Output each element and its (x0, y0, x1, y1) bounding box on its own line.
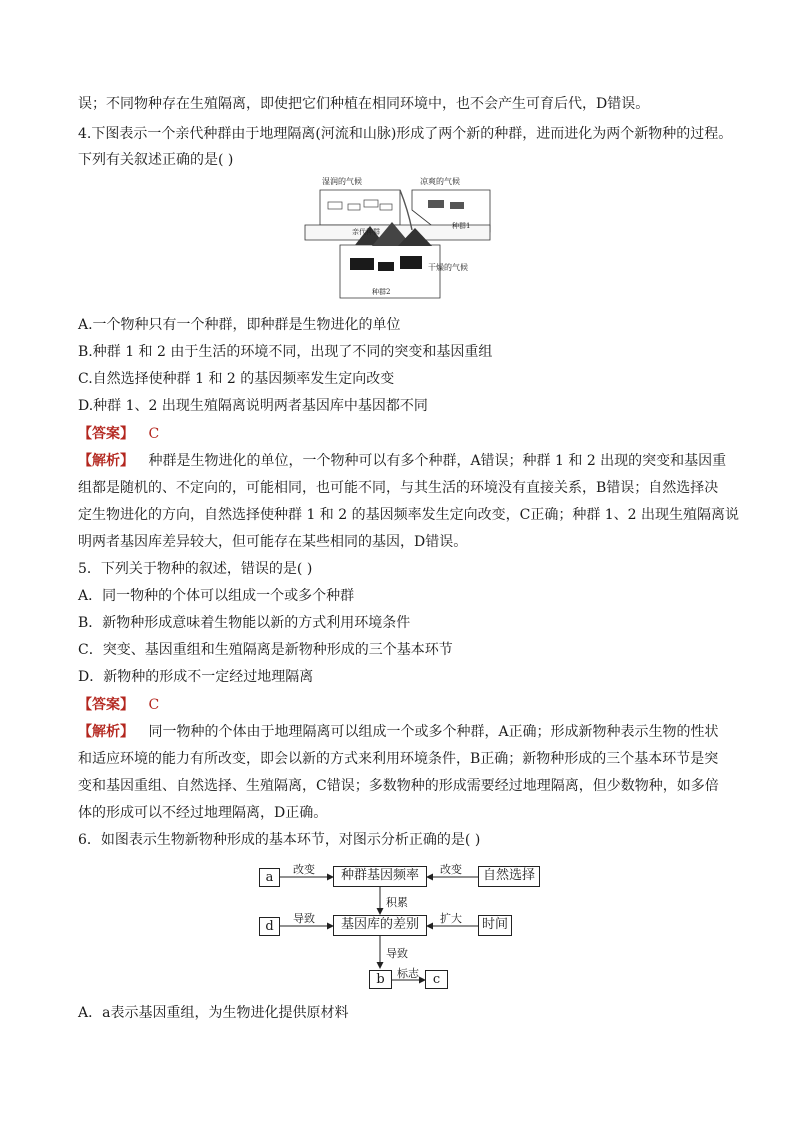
edge-label-cause: 导致 (293, 912, 315, 925)
option-d: D.种群 1、2 出现生殖隔离说明两者基因库中基因都不同 (78, 398, 428, 414)
explanation-tag: 【解析】 (78, 724, 134, 740)
explanation-cont: 变和基因重组、自然选择、生殖隔离，C错误；多数物种的形成需要经过地理隔离，但少数物种，如多倍 (78, 778, 719, 794)
question-4-stem-cont: 下列有关叙述正确的是( ) (78, 152, 234, 168)
explanation-text: 同一物种的个体由于地理隔离可以组成一个或多个种群，A正确；形成新物种表示生物的性状 (148, 724, 719, 740)
edge-label-change: 改变 (293, 863, 315, 876)
explanation-text: 种群是生物进化的单位，一个物种可以有多个种群，A错误；种群 1 和 2 出现的突变和基因重 (148, 453, 727, 469)
node-gene-frequency: 种群基因频率 (333, 866, 427, 887)
node-b: b (369, 970, 392, 989)
answer-tag: 【答案】 (78, 426, 134, 442)
edge-label-cause: 导致 (386, 947, 408, 960)
option-a: A．a表示基因重组，为生物进化提供原材料 (78, 1005, 349, 1021)
label-dry: 干燥的气候 (428, 263, 468, 272)
label-parent: 亲代种群 (352, 228, 380, 236)
explanation-cont: 组都是随机的、不定向的，可能相同，也可能不同，与其生活的环境没有直接关系，B错误；自然选择决 (78, 480, 719, 496)
explanation-cont: 定生物进化的方向，自然选择使种群 1 和 2 的基因频率发生定向改变，C正确；种群 1、2 出现生殖隔离说 (78, 507, 740, 523)
text-line: 误；不同物种存在生殖隔离，即使把它们种植在相同环境中，也不会产生可育后代，D错误。 (78, 96, 650, 112)
node-c: c (425, 970, 448, 989)
label-humid: 湿润的气候 (322, 177, 362, 186)
option-a: A．同一物种的个体可以组成一个或多个种群 (78, 588, 355, 604)
edge-label-mark: 标志 (397, 967, 419, 980)
label-pop2: 种群2 (372, 288, 391, 296)
explanation-cont: 体的形成可以不经过地理隔离，D正确。 (78, 805, 328, 821)
edge-label-accumulate: 积累 (386, 896, 408, 909)
node-natural-selection: 自然选择 (478, 866, 540, 887)
answer-value: C (148, 697, 160, 713)
option-b: B．新物种形成意味着生物能以新的方式利用环境条件 (78, 615, 411, 631)
edge-label-change: 改变 (440, 863, 462, 876)
label-pop1: 种群1 (452, 222, 471, 230)
node-time: 时间 (478, 915, 512, 936)
edge-label-expand: 扩大 (440, 912, 462, 925)
option-c: C.自然选择使种群 1 和 2 的基因频率发生定向改变 (78, 371, 395, 387)
node-a: a (259, 868, 280, 887)
question-5-stem: 5．下列关于物种的叙述，错误的是( ) (78, 561, 313, 577)
explanation-row (78, 722, 719, 742)
explanation-tag: 【解析】 (78, 453, 134, 469)
label-cool: 凉爽的气候 (420, 177, 460, 186)
node-gene-pool-difference: 基因库的差别 (333, 915, 427, 936)
answer-tag: 【答案】 (78, 697, 134, 713)
explanation-cont: 和适应环境的能力有所改变，即会以新的方式来利用环境条件，B正确；新物种形成的三个基本环节是突 (78, 751, 719, 767)
answer-row (78, 695, 159, 715)
explanation-cont: 明两者基因库差异较大，但可能存在某些相同的基因，D错误。 (78, 534, 468, 550)
explanation-row (78, 451, 726, 471)
answer-value: C (148, 426, 160, 442)
option-a: A.一个物种只有一个种群，即种群是生物进化的单位 (78, 317, 401, 333)
option-c: C．突变、基因重组和生殖隔离是新物种形成的三个基本环节 (78, 642, 453, 658)
option-b: B.种群 1 和 2 由于生活的环境不同，出现了不同的突变和基因重组 (78, 344, 493, 360)
question-6-stem: 6．如图表示生物新物种形成的基本环节，对图示分析正确的是( ) (78, 832, 481, 848)
option-d: D．新物种的形成不一定经过地理隔离 (78, 669, 314, 685)
answer-row (78, 424, 159, 444)
node-d: d (259, 917, 280, 936)
question-4-stem: 4.下图表示一个亲代种群由于地理隔离(河流和山脉)形成了两个新的种群，进而进化为两个新物种的过程。 (78, 126, 733, 142)
speciation-figure (300, 170, 495, 305)
